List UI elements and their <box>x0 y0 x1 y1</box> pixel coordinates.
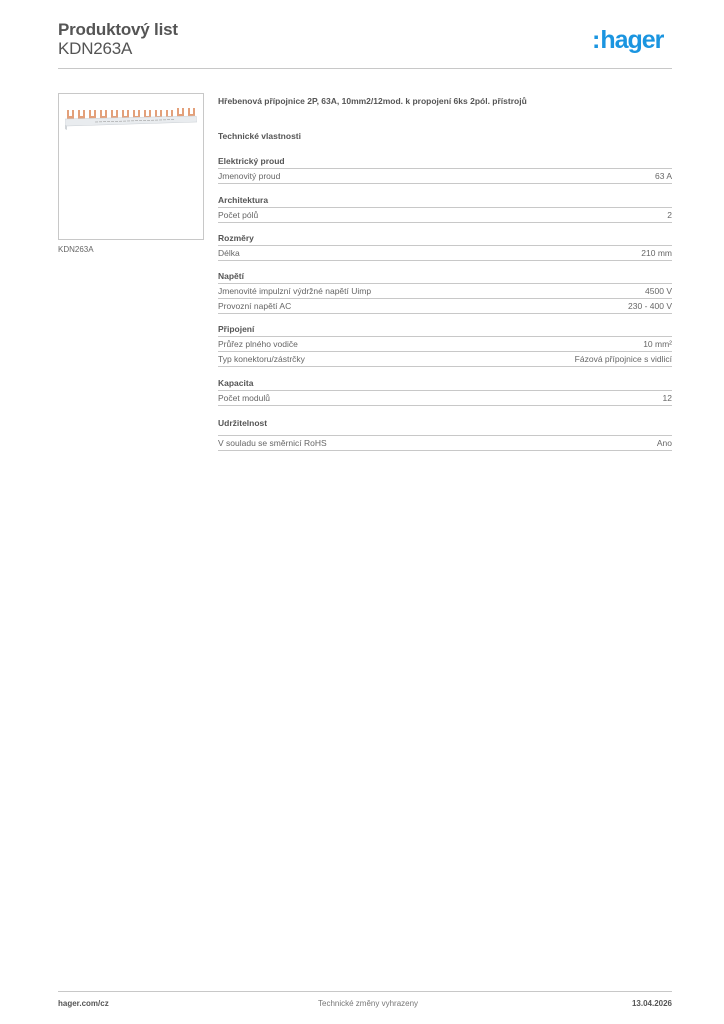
spec-group-udrzitelnost <box>218 417 672 451</box>
spec-value: 10 mm² <box>643 339 672 349</box>
group-title: Architektura <box>218 194 672 208</box>
product-code: KDN263A <box>58 39 133 58</box>
group-title: Elektrický proud <box>218 155 672 169</box>
spec-value: 2 <box>667 210 672 220</box>
spec-row <box>218 337 672 352</box>
spec-label: Provozní napětí AC <box>218 301 292 311</box>
group-title: Připojení <box>218 323 672 337</box>
product-description: Hřebenová přípojnice 2P, 63A, 10mm2/12mod. k propojení 6ks 2pól. přístrojů <box>218 96 527 106</box>
spec-row <box>218 169 672 184</box>
footer-divider <box>58 991 672 992</box>
spec-group-pripojeni <box>218 323 672 367</box>
header-divider <box>58 68 672 69</box>
spec-row <box>218 299 672 314</box>
section-title: Technické vlastnosti <box>218 131 301 141</box>
spec-group-kapacita <box>218 377 672 406</box>
spec-row <box>218 284 672 299</box>
page-title: Produktový list <box>58 20 178 39</box>
group-title: Udržitelnost <box>218 417 672 436</box>
footer-date: 13.04.2026 <box>631 999 672 1008</box>
spec-label: Počet pólů <box>218 210 259 220</box>
spec-value: Ano <box>656 438 672 448</box>
spec-value: 12 <box>662 393 672 403</box>
spec-group-elektricky-proud <box>218 155 672 184</box>
footer-website-link[interactable]: hager.com/cz <box>58 999 109 1008</box>
spec-label: Průřez plného vodiče <box>218 339 298 349</box>
group-title: Kapacita <box>218 377 672 391</box>
spec-group-rozmery <box>218 232 672 261</box>
spec-label: Jmenovité impulzní výdržné napětí Uimp <box>218 286 372 296</box>
spec-value: 63 A <box>654 171 672 181</box>
spec-label: Typ konektoru/zástrčky <box>218 354 305 364</box>
spec-value: 210 mm <box>641 248 672 258</box>
spec-label: Délka <box>218 248 240 258</box>
spec-row <box>218 246 672 261</box>
spec-value: Fázová přípojnice s vidlicí <box>574 354 672 364</box>
spec-group-napeti <box>218 270 672 314</box>
spec-row <box>218 352 672 367</box>
spec-row <box>218 391 672 406</box>
footer-notice: Technické změny vyhrazeny <box>318 999 419 1008</box>
logo-colon-icon: : <box>592 26 600 54</box>
busbar-image-icon <box>65 106 197 134</box>
image-caption: KDN263A <box>58 245 94 254</box>
spec-group-architektura <box>218 194 672 223</box>
group-title: Napětí <box>218 270 672 284</box>
spec-row <box>218 436 672 451</box>
spec-value: 230 - 400 V <box>628 301 672 311</box>
hager-logo: :hager <box>592 26 664 54</box>
product-image <box>58 93 204 240</box>
spec-label: V souladu se směrnicí RoHS <box>218 438 327 448</box>
spec-label: Počet modulů <box>218 393 270 403</box>
spec-row <box>218 208 672 223</box>
spec-label: Jmenovitý proud <box>218 171 281 181</box>
spec-value: 4500 V <box>645 286 672 296</box>
group-title: Rozměry <box>218 232 672 246</box>
